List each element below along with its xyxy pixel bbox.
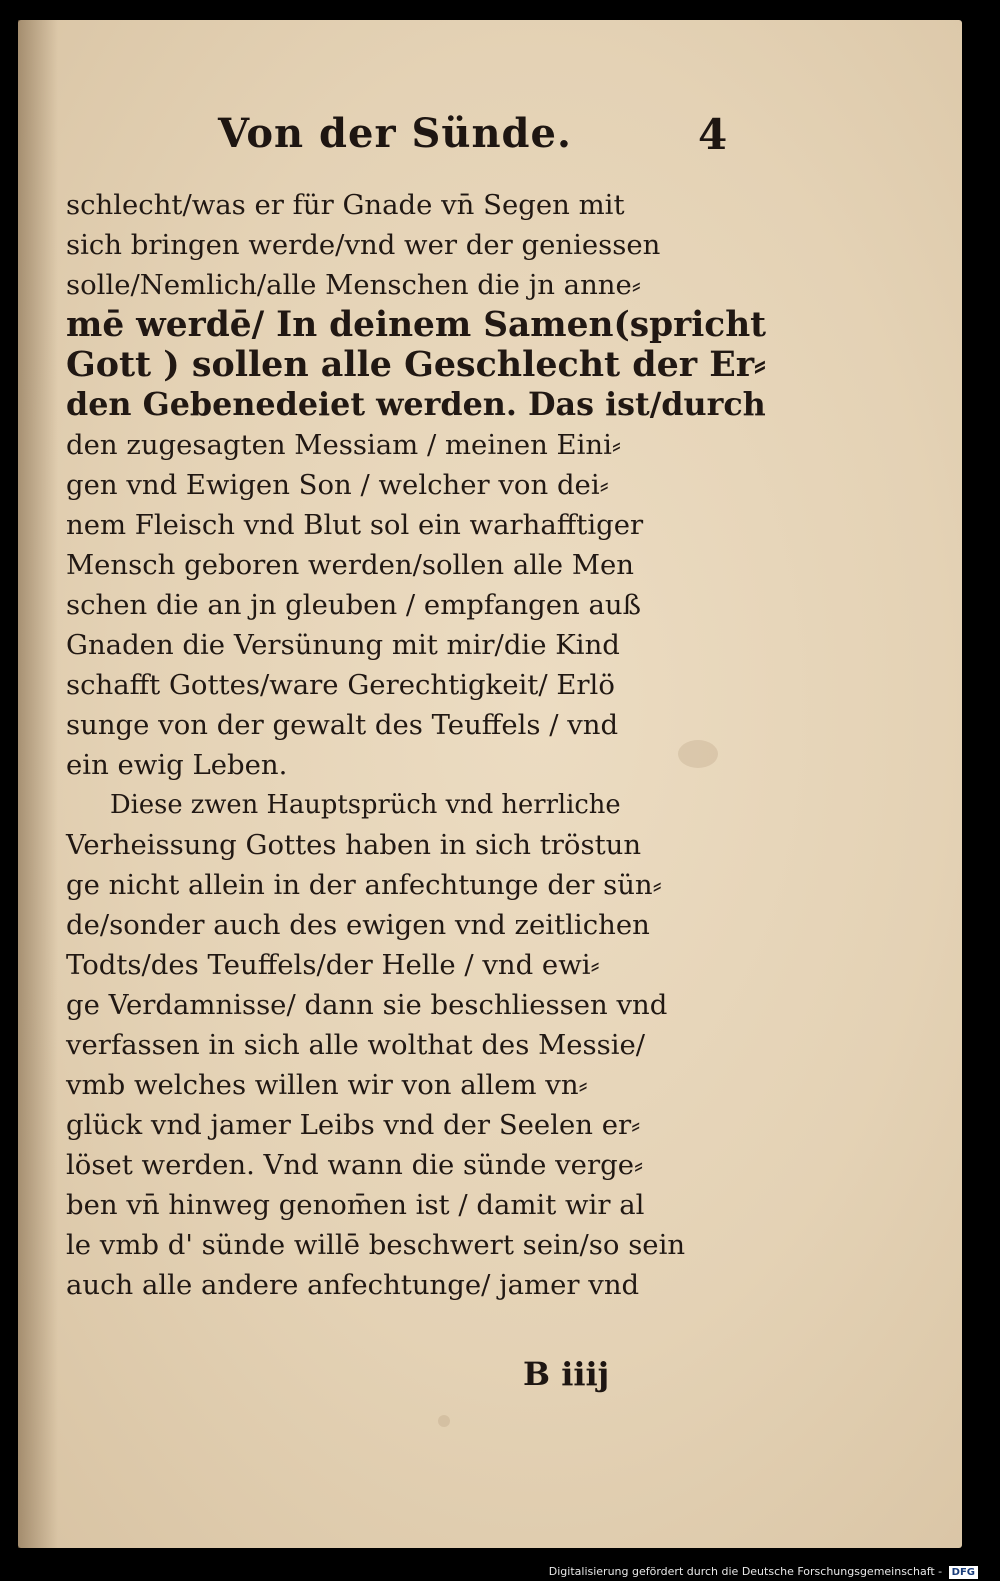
text-line: de/sonder auch des ewigen vnd zeitlichen (66, 909, 650, 941)
text-line: ge nicht allein in der anfechtunge der sün⸗ (66, 869, 662, 901)
dfg-logo: DFG (949, 1566, 978, 1579)
text-line: den zugesagten Messiam / meinen Eini⸗ (66, 429, 622, 461)
text-line: sunge von der gewalt des Teuffels / vnd (66, 709, 619, 741)
text-line: Todts/des Teuffels/der Helle / vnd ewi⸗ (66, 949, 600, 981)
text-line: schen die an jn gleuben / empfangen auß (66, 589, 641, 621)
paper-stain (438, 1415, 450, 1427)
text-line: ben vn̄ hinweg genom̄en ist / damit wir al (66, 1189, 645, 1221)
text-line: vmb welches willen wir von allem vn⸗ (66, 1069, 588, 1101)
text-line: Mensch geboren werden/sollen alle Men (66, 549, 634, 581)
text-line: Gott ) sollen alle Geschlecht der Er⸗ (66, 344, 766, 385)
text-line: le vmb d' sünde willē beschwert sein/so sein (66, 1229, 686, 1261)
digitization-credit (549, 1565, 978, 1579)
text-line: auch alle andere anfechtunge/ jamer vnd (66, 1269, 640, 1301)
book-page (18, 20, 962, 1548)
text-line: gen vnd Ewigen Son / welcher von dei⸗ (66, 469, 609, 501)
text-line: schlecht/was er für Gnade vn̄ Segen mit (66, 189, 625, 221)
text-line: Diese zwen Hauptsprüch vnd herrliche (110, 790, 621, 820)
signature-mark: B iiij (523, 1355, 610, 1393)
text-line: Verheissung Gottes haben in sich tröstun (66, 829, 642, 861)
page-header (18, 110, 962, 180)
page-number: 4 (698, 110, 728, 159)
text-line: solle/Nemlich/alle Menschen die jn anne⸗ (66, 269, 641, 301)
text-line: schafft Gottes/ware Gerechtigkeit/ Erlö (66, 669, 615, 701)
text-line: Gnaden die Versünung mit mir/die Kind (66, 629, 620, 661)
text-line: löset werden. Vnd wann die sünde verge⸗ (66, 1149, 644, 1181)
text-line: glück vnd jamer Leibs vnd der Seelen er⸗ (66, 1109, 641, 1141)
page-footer (18, 1355, 962, 1415)
text-line: verfassen in sich alle wolthat des Messie/ (66, 1029, 646, 1061)
text-line: ein ewig Leben. (66, 749, 288, 781)
text-line: sich bringen werde/vnd wer der geniessen (66, 229, 661, 261)
body-text (66, 185, 766, 1305)
text-line: den Gebenedeiet werden. Das ist/durch (66, 386, 766, 423)
running-title: Von der Sünde. (218, 110, 572, 157)
gutter-shadow (18, 20, 58, 1548)
text-line: nem Fleisch vnd Blut sol ein warhafftiger (66, 509, 644, 541)
credit-text: Digitalisierung gefördert durch die Deutsche Forschungsgemeinschaft - (548, 1565, 943, 1578)
text-line: ge Verdamnisse/ dann sie beschliessen vnd (66, 989, 668, 1021)
text-line: mē werdē/ In deinem Samen(spricht (66, 305, 767, 345)
